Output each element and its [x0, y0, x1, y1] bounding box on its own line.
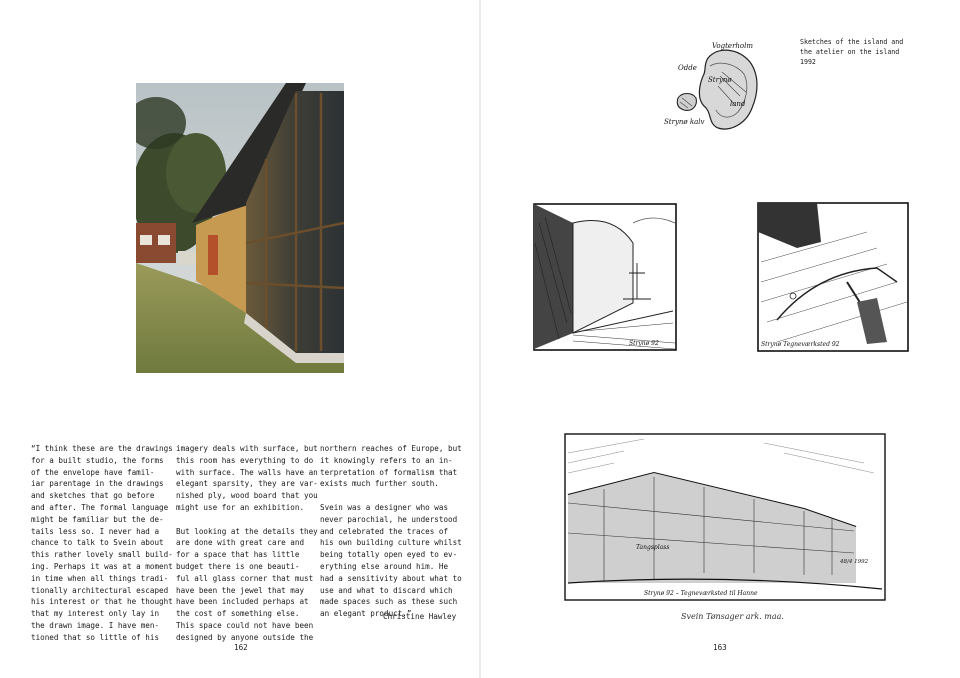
quote-author: Christine Hawley: [383, 612, 457, 621]
text-line: budget there is one beauti-: [176, 561, 300, 571]
page-number-left: 162: [234, 643, 248, 652]
text-line: This space could not have been: [176, 620, 314, 630]
text-line: and celebrated the traces of: [320, 526, 449, 536]
sketch1-signature: Strynø 92: [629, 340, 659, 347]
text-line: never parochial, he understood: [320, 514, 458, 524]
text-line: tioned that so little of his: [31, 632, 160, 642]
text-line: had a sensitivity about what to: [320, 573, 462, 583]
map-label-west: Odde: [678, 64, 697, 72]
text-line: of the envelope have famil-: [31, 467, 155, 477]
text-column-3: [320, 443, 462, 621]
page-gutter: [479, 0, 481, 678]
text-line: iar parentage in the drawings: [31, 479, 164, 489]
text-line: northern reaches of Europe, but: [320, 444, 462, 453]
text-line: and sketches that go before: [31, 491, 155, 501]
text-line: terpretation of formalism that: [320, 467, 458, 477]
text-line: might use for an exhibition.: [176, 502, 305, 512]
text-line: “I think these are the drawings: [31, 444, 173, 453]
text-column-1: [31, 443, 173, 644]
text-line: use and what to discard which: [320, 585, 453, 595]
caption-line: 1992: [800, 58, 816, 66]
text-line: his interest or that he thought: [31, 597, 173, 607]
text-line: the drawn image. I have men-: [31, 620, 160, 630]
text-line: for a space that has little: [176, 550, 300, 560]
text-line: have been included perhaps at: [176, 597, 309, 607]
page-number-right: 163: [713, 643, 727, 652]
sketch3-corner: 48/4 1992: [840, 559, 869, 565]
text-line: for a built studio, the forms: [31, 455, 164, 465]
text-line: made spaces such as these such: [320, 597, 458, 607]
studio-photo: [136, 83, 344, 373]
caption-line: the atelier on the island: [800, 48, 900, 56]
text-line: and after. The formal language: [31, 502, 169, 512]
text-line: his own building culture whilst: [320, 538, 462, 548]
interior-sketch-1: [533, 203, 677, 351]
sketch3-label: Tangsplass: [636, 544, 670, 551]
caption-line: Sketches of the island and: [800, 38, 904, 46]
text-line: Svein was a designer who was: [320, 502, 449, 512]
map-label-north: Vogterholm: [712, 42, 754, 50]
island-map-sketch: [660, 36, 770, 132]
text-line: designed by anyone outside the: [176, 632, 314, 642]
text-column-2: [176, 443, 318, 644]
text-line: are done with great care and: [176, 538, 305, 548]
text-line: in time when all things tradi-: [31, 573, 169, 583]
text-line: with surface. The walls have an: [176, 467, 318, 477]
text-line: chance to talk to Svein about: [31, 538, 164, 548]
interior-sketch-2: [757, 202, 909, 352]
text-line: nished ply, wood board that you: [176, 491, 318, 501]
map-label-land: land: [730, 100, 746, 108]
text-line: elegant sparsity, they are var-: [176, 479, 318, 489]
text-line: erything else around him. He: [320, 561, 449, 571]
text-line: tails less so. I never had a: [31, 526, 160, 536]
text-line: [320, 490, 454, 502]
text-line: this room has everything to do: [176, 455, 314, 465]
text-line: this rather lovely small build-: [31, 550, 173, 560]
figure-caption: [800, 37, 903, 67]
sketch2-signature: Strynø Tegneværksted 92: [761, 341, 840, 348]
text-line: exists much further south.: [320, 479, 439, 489]
map-label-small-island: Strynø kalv: [664, 118, 705, 126]
map-label-center: Strynø: [708, 76, 732, 84]
text-line: it knowingly refers to an in-: [320, 455, 453, 465]
text-line: imagery deals with surface, but: [176, 444, 318, 453]
text-line: ing. Perhaps it was at a moment: [31, 561, 173, 571]
text-line: an elegant product.”: [320, 609, 412, 619]
sketch-caption: Svein Tønsager ark. maa.: [681, 612, 784, 621]
sketch3-signature: Strynø 92 – Tegneværksted til Hanne: [644, 590, 758, 597]
text-line: have been the jewel that may: [176, 585, 305, 595]
text-line: ful all glass corner that must: [176, 573, 314, 583]
exterior-sketch: [564, 433, 886, 601]
text-line: the cost of something else.: [176, 609, 300, 619]
text-line: that my interest only lay in: [31, 609, 160, 619]
text-line: tionally architectural escaped: [31, 585, 169, 595]
text-line: [176, 514, 310, 526]
text-line: might be familiar but the de-: [31, 514, 164, 524]
text-line: But looking at the details they: [176, 526, 318, 536]
text-line: being totally open eyed to ev-: [320, 550, 458, 560]
